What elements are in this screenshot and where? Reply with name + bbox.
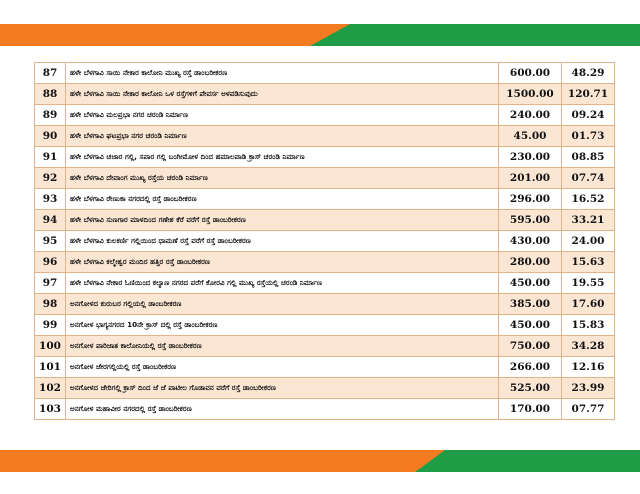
table-row — [35, 315, 615, 336]
work-percentage: 34.28 — [562, 336, 615, 357]
work-amount: 600.00 — [499, 63, 562, 84]
table-row — [35, 294, 615, 315]
work-percentage: 15.63 — [562, 252, 615, 273]
work-percentage: 07.74 — [562, 168, 615, 189]
work-description: ಹಳೇ ಬೆಳಗಾವಿ ರೇಣುಕಾ ನಗರದಲ್ಲಿ ರಸ್ತೆ ಡಾಂಬರೀಕರಣ — [66, 189, 499, 210]
table-row — [35, 210, 615, 231]
work-amount: 201.00 — [499, 168, 562, 189]
work-percentage: 12.16 — [562, 357, 615, 378]
work-percentage: 16.52 — [562, 189, 615, 210]
work-description: ಅನಗೋಳದ ಕುರುಬರ ಗಲ್ಲಿಯಲ್ಲಿ ಡಾಂಬರೀಕರಣ — [66, 294, 499, 315]
row-number: 101 — [35, 357, 66, 378]
table-row — [35, 231, 615, 252]
work-amount: 266.00 — [499, 357, 562, 378]
work-percentage: 23.99 — [562, 378, 615, 399]
bottom-color-band — [0, 450, 640, 472]
work-amount: 450.00 — [499, 315, 562, 336]
work-description: ಹಳೇ ಬೆಳಗಾವಿ ಚಜಾರ ಗಲ್ಲಿ, ಸಪಾರ ಗಲ್ಲಿ ಬಂಗೀಮೋಳ ದಿಂದ ಹಮಾಲವಾಡಿ ಕ್ರಾಸ್ ಚರಂಡಿ ನಿರ್ಮಾಣ — [66, 147, 499, 168]
work-amount: 230.00 — [499, 147, 562, 168]
work-description: ಹಳೇ ಬೆಳಗಾವಿ ಘಟಪ್ರಭಾ ನಗರ ಚರಂಡಿ ನಿರ್ಮಾಣ — [66, 126, 499, 147]
row-number: 103 — [35, 399, 66, 420]
row-number: 99 — [35, 315, 66, 336]
work-amount: 280.00 — [499, 252, 562, 273]
work-amount: 750.00 — [499, 336, 562, 357]
row-number: 88 — [35, 84, 66, 105]
work-amount: 1500.00 — [499, 84, 562, 105]
work-percentage: 120.71 — [562, 84, 615, 105]
work-percentage: 48.29 — [562, 63, 615, 84]
work-percentage: 08.85 — [562, 147, 615, 168]
table-row — [35, 357, 615, 378]
row-number: 98 — [35, 294, 66, 315]
work-amount: 240.00 — [499, 105, 562, 126]
works-table — [34, 62, 615, 420]
row-number: 90 — [35, 126, 66, 147]
table-row — [35, 168, 615, 189]
row-number: 96 — [35, 252, 66, 273]
table-row — [35, 147, 615, 168]
work-amount: 430.00 — [499, 231, 562, 252]
work-description: ಹಳೇ ಬೆಳಗಾವಿ ದೇವಾಂಗ ಮುಖ್ಯ ರಸ್ತೆಯ ಚರಂಡಿ ನಿರ್ಮಾಣ — [66, 168, 499, 189]
work-description: ಹಳೇ ಬೆಳಗಾವಿ ಮಲಪ್ರಭಾ ನಗರ ಚರಂಡಿ ನಿರ್ಮಾಣ — [66, 105, 499, 126]
work-description: ಹಳೇ ಬೆಳಗಾವಿ ಕುಲಕರ್ಣಿ ಗಲ್ಲಿಯಿಂದ ಧಾಮಣೆ ರಸ್ತೆ ವರೆಗೆ ರಸ್ತೆ ಡಾಂಬರೀಕರಣ — [66, 231, 499, 252]
row-number: 89 — [35, 105, 66, 126]
row-number: 95 — [35, 231, 66, 252]
table-row — [35, 84, 615, 105]
work-description: ಅನಗೋಳದ ಜೇರಿಗಲ್ಲಿ ಕ್ರಾಸ್ ದಿಂದ ಜೆ ಜೆ ಪಾಟೀಲ ಗೊಡಾವನ ವರೆಗೆ ರಸ್ತೆ ಡಾಂಬರೀಕರಣ — [66, 378, 499, 399]
work-amount: 385.00 — [499, 294, 562, 315]
work-percentage: 33.21 — [562, 210, 615, 231]
table-row — [35, 399, 615, 420]
row-number: 102 — [35, 378, 66, 399]
table-row — [35, 336, 615, 357]
table-row — [35, 63, 615, 84]
table-row — [35, 126, 615, 147]
table-row — [35, 378, 615, 399]
work-amount: 170.00 — [499, 399, 562, 420]
table-row — [35, 252, 615, 273]
work-description: ಅನಗೋಳ ಮಹಾವೀರ ನಗರದಲ್ಲಿ ರಸ್ತೆ ಡಾಂಬರೀಕರಣ — [66, 399, 499, 420]
row-number: 93 — [35, 189, 66, 210]
row-number: 92 — [35, 168, 66, 189]
row-number: 100 — [35, 336, 66, 357]
work-amount: 525.00 — [499, 378, 562, 399]
work-description: ಅನಗೋಳ ಭಾಗ್ಯನಗರದ 10ನೇ ಕ್ರಾಸ್ ದಲ್ಲಿ ರಸ್ತೆ ಡಾಂಬರೀಕರಣ — [66, 315, 499, 336]
row-number: 91 — [35, 147, 66, 168]
work-percentage: 09.24 — [562, 105, 615, 126]
row-number: 97 — [35, 273, 66, 294]
work-amount: 450.00 — [499, 273, 562, 294]
work-description: ಹಳೇ ಬೆಳಗಾವಿ ಸುಣಗಾರ ಮಾಳದಿಂದ ಗಣೇಶ ಕೆರೆ ವರೆಗೆ ರಸ್ತೆ ಡಾಂಬರೀಕರಣ — [66, 210, 499, 231]
band-green-stripe — [415, 450, 640, 472]
work-amount: 296.00 — [499, 189, 562, 210]
work-description: ಅನಗೋಳ ಜೇರಗಲ್ಲಿಯಲ್ಲಿ ರಸ್ತೆ ಡಾಂಬರೀಕರಣ — [66, 357, 499, 378]
work-percentage: 15.83 — [562, 315, 615, 336]
work-description: ಹಳೇ ಬೆಳಗಾವಿ ಸಾಯಿ ನೇಕಾರ ಕಾಲೋನಿ ಒಳ ರಸ್ತೆಗಳಿಗೆ ಪೇವರ್ಸ ಅಳವಡಿಸುವುದು — [66, 84, 499, 105]
works-table-body — [35, 63, 615, 420]
work-description: ಅನಗೋಳ ಪಾರಿಜಾತ ಕಾಲೋನಿಯಲ್ಲಿ ರಸ್ತೆ ಡಾಂಬರೀಕರಣ — [66, 336, 499, 357]
work-percentage: 19.55 — [562, 273, 615, 294]
work-percentage: 24.00 — [562, 231, 615, 252]
work-percentage: 01.73 — [562, 126, 615, 147]
row-number: 87 — [35, 63, 66, 84]
table-row — [35, 105, 615, 126]
work-description: ಹಳೇ ಬೆಳಗಾವಿ ನೇಕಾರ ಓಣಿಯಿಂದ ಕಲ್ಯಾಣ ನಗರದ ವರೆಗೆ ಕೋರವಿ ಗಲ್ಲಿ ಮುಖ್ಯ ರಸ್ತೆಯಲ್ಲಿ ಚರಂಡಿ ನಿರ್ಮಾಣ — [66, 273, 499, 294]
work-amount: 45.00 — [499, 126, 562, 147]
table-row — [35, 189, 615, 210]
work-amount: 595.00 — [499, 210, 562, 231]
work-description: ಹಳೇ ಬೆಳಗಾವಿ ಕಲ್ಮೇಶ್ವರ ಮಂದಿರ ಹತ್ತಿರ ರಸ್ತೆ ಡಾಂಬರೀಕರಣ — [66, 252, 499, 273]
band-green-stripe — [310, 24, 640, 46]
table-row — [35, 273, 615, 294]
top-color-band — [0, 24, 640, 46]
row-number: 94 — [35, 210, 66, 231]
work-description: ಹಳೇ ಬೆಳಗಾವಿ ಸಾಯಿ ನೇಕಾರ ಕಾಲೋನಿ ಮುಖ್ಯ ರಸ್ತೆ ಡಾಂಬರೀಕರಣ — [66, 63, 499, 84]
work-percentage: 07.77 — [562, 399, 615, 420]
work-percentage: 17.60 — [562, 294, 615, 315]
